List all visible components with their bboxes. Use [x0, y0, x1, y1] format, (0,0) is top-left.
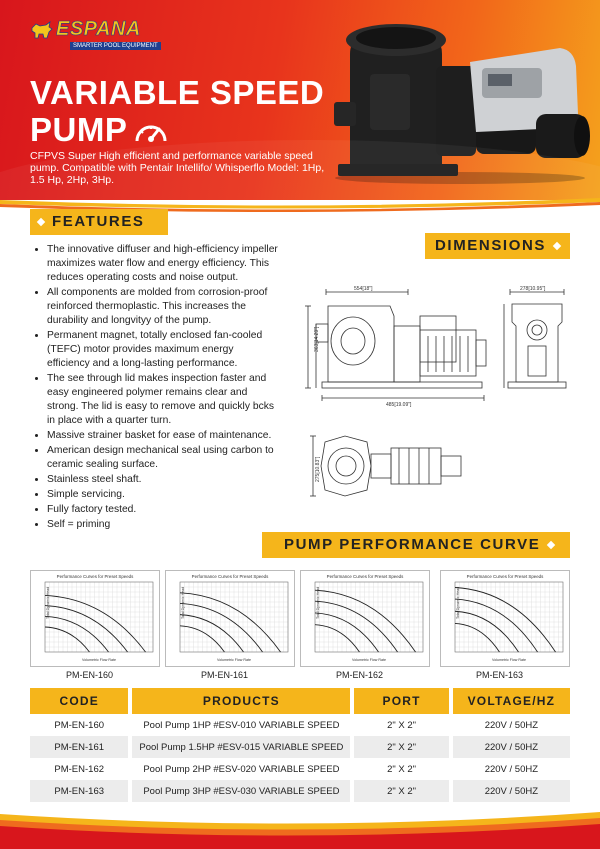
cell-code: PM-EN-160 [30, 714, 128, 736]
dimensions-heading [425, 233, 570, 259]
title-line-1: VARIABLE SPEED [30, 74, 325, 111]
curve-card-title: Performance Curves for Preset Speeds [56, 574, 134, 579]
dim-height-1: 363[14.29"] [314, 326, 320, 352]
cell-code: PM-EN-161 [30, 736, 128, 758]
cell-port: 2" X 2" [354, 758, 448, 780]
dimensions-heading-label: DIMENSIONS [435, 237, 547, 254]
diamond-icon [37, 218, 45, 226]
cell-voltage: 220V / 50HZ [453, 780, 570, 802]
curve-card-title: Performance Curves for Preset Speeds [326, 574, 404, 579]
features-heading [30, 209, 168, 235]
cell-product: Pool Pump 1HP #ESV-010 VARIABLE SPEED [132, 714, 350, 736]
curve-x-label: Volumetric Flow Rate [82, 658, 116, 662]
curve-caption: PM-EN-161 [201, 670, 249, 680]
curve-caption: PM-EN-163 [476, 670, 524, 680]
curve-heading [262, 532, 570, 558]
table-header-row [30, 688, 570, 714]
feature-item: • All components are molded from corrosion-proof reinforced thermoplastic. This increases the durability and longvityy of the pump. [47, 286, 279, 328]
performance-curve-chart [300, 570, 430, 667]
title-line-2: PUMP [30, 111, 128, 148]
hero-banner [0, 0, 600, 200]
cell-port: 2" X 2" [354, 714, 448, 736]
dim-plan-depth: 275[10.83"] [315, 456, 321, 482]
pump-product-image [330, 14, 592, 186]
speed-curve [315, 625, 359, 652]
col-port: PORT [354, 688, 448, 714]
curve-heading-label: PUMP PERFORMANCE CURVE [284, 536, 541, 553]
speed-curve [455, 623, 499, 652]
col-voltage: VOLTAGE/HZ [453, 688, 570, 714]
side-view-drawing [298, 286, 498, 412]
speed-curve [180, 626, 224, 652]
feature-item: • Stainless steel shaft. [47, 473, 279, 487]
spec-table [30, 688, 570, 802]
speedometer-icon [133, 117, 169, 147]
dim-side-width: 278[10.95"] [520, 286, 546, 292]
brand-logo [30, 18, 158, 64]
performance-curve-chart [440, 570, 570, 667]
table-row [30, 714, 570, 736]
product-description: CFPVS Super High efficient and performance variable speed pump. Compatible with Pentair Intellifo/ Whisperflo Model: 1Hp, 1.5 Hp, 2Hp, 3Hp. [30, 150, 325, 186]
curve-y-label: Total Dynamic Head [316, 586, 320, 619]
curve-y-label: Total Dynamic Head [46, 586, 50, 619]
features-list [33, 243, 279, 533]
curve-card-title: Performance Curves for Preset Speeds [466, 574, 544, 579]
table-row [30, 780, 570, 802]
cell-voltage: 220V / 50HZ [453, 736, 570, 758]
brand-name: ESPANA [56, 18, 141, 40]
feature-item: • Simple servicing. [47, 488, 279, 502]
features-heading-label: FEATURES [52, 213, 145, 230]
cell-product: Pool Pump 1.5HP #ESV-015 VARIABLE SPEED [132, 736, 350, 758]
table-row [30, 736, 570, 758]
dim-top-width: 554[18"] [354, 286, 373, 292]
curve-caption: PM-EN-160 [66, 670, 114, 680]
col-code: CODE [30, 688, 128, 714]
cell-voltage: 220V / 50HZ [453, 758, 570, 780]
feature-item: • The see through lid makes inspection faster and easy engineered polymer remains clear and strong. The lid is easy to remove and quickly bcks in place with a quarter turn. [47, 372, 279, 428]
feature-item: • Self = priming [47, 518, 279, 532]
cell-port: 2" X 2" [354, 736, 448, 758]
page-title [30, 74, 324, 148]
cell-code: PM-EN-163 [30, 780, 128, 802]
diamond-icon [553, 242, 561, 250]
feature-item: • Fully factory tested. [47, 503, 279, 517]
curve-x-label: Volumetric Flow Rate [217, 658, 251, 662]
cell-voltage: 220V / 50HZ [453, 714, 570, 736]
cell-product: Pool Pump 3HP #ESV-030 VARIABLE SPEED [132, 780, 350, 802]
curve-y-label: Total Dynamic Head [456, 586, 460, 619]
curve-card-title: Performance Curves for Preset Speeds [191, 574, 269, 579]
performance-curve-chart [30, 570, 160, 667]
dim-overall-length: 485[19.09"] [386, 402, 412, 408]
bottom-wave-decoration [0, 806, 600, 849]
cell-port: 2" X 2" [354, 780, 448, 802]
curve-caption: PM-EN-162 [336, 670, 384, 680]
speed-curve [45, 627, 89, 652]
bull-icon [30, 20, 54, 40]
top-view-drawing [305, 428, 475, 504]
front-view-drawing [500, 286, 572, 412]
curve-x-label: Volumetric Flow Rate [492, 658, 526, 662]
col-products: PRODUCTS [132, 688, 350, 714]
brand-tagline: SMARTER POOL EQUIPMENT [70, 42, 161, 50]
cell-code: PM-EN-162 [30, 758, 128, 780]
table-row [30, 758, 570, 780]
feature-item: • American design mechanical seal using carbon to ceramic sealing surface. [47, 444, 279, 472]
curve-y-label: Total Dynamic Head [181, 586, 185, 619]
performance-curve-chart [165, 570, 295, 667]
cell-product: Pool Pump 2HP #ESV-020 VARIABLE SPEED [132, 758, 350, 780]
feature-item: • Permanent magnet, totally enclosed fan-cooled (TEFC) motor provides maximum energy efficiency and a long-lasting performance. [47, 329, 279, 371]
feature-item: • Massive strainer basket for ease of maintenance. [47, 429, 279, 443]
curve-x-label: Volumetric Flow Rate [352, 658, 386, 662]
diamond-icon [547, 541, 555, 549]
feature-item: • The innovative diffuser and high-efficiency impeller maximizes water flow and energy efficiency. This reduces operating costs and noise output. [47, 243, 279, 285]
